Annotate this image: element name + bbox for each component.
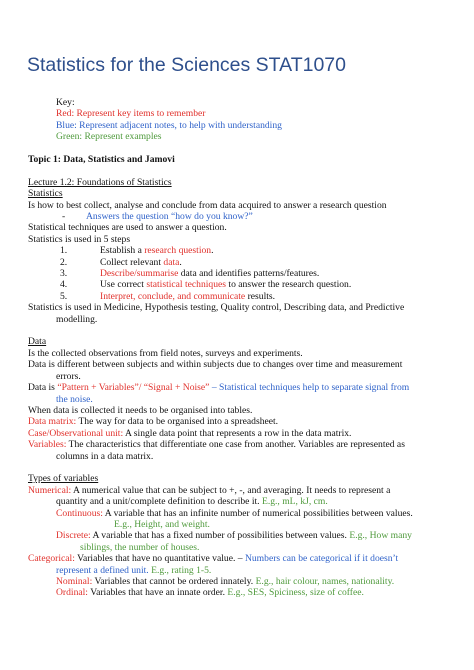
categorical-def — [28, 553, 458, 564]
step-item — [28, 279, 458, 290]
discrete-example: E.g., How many — [349, 530, 412, 542]
step-text: Use correct — [100, 279, 147, 291]
ordinal-text: Variables that have an innate order. — [87, 587, 228, 599]
step-item — [28, 291, 458, 302]
step-text-end: to answer the research question. — [226, 279, 352, 291]
key-green: Green: Represent examples — [56, 131, 162, 143]
data-matrix-def — [28, 416, 458, 427]
document-body — [28, 97, 458, 599]
numerical-def — [28, 485, 458, 496]
step-text-end: . — [211, 245, 214, 257]
step-keyword: research question — [144, 245, 212, 257]
data-line-3-text: Data is — [28, 382, 58, 394]
numerical-def-cont — [28, 496, 458, 507]
nominal-example: E.g., hair colour, names, nationality. — [255, 576, 395, 587]
nominal-text: Variables that cannot be ordered innately. — [92, 576, 256, 587]
lecture-heading: Lecture 1.2: Foundations of Statistics — [28, 176, 172, 188]
discrete-example-cont: siblings, the number of houses. — [80, 541, 200, 553]
data-matrix-text: The way for data to be organised into a spreadsheet. — [76, 416, 279, 428]
ordinal-def — [28, 587, 458, 598]
case-text: A single data point that represents a row in the data matrix. — [123, 427, 352, 439]
step-text-end: results. — [245, 290, 276, 302]
statistics-uses: Statistics is used in Medicine, Hypothesis testing, Quality control, Describing data, and Predictive — [28, 302, 405, 314]
data-matrix-term: Data matrix: — [28, 416, 77, 428]
case-def — [28, 428, 458, 439]
step-keyword: data — [163, 256, 180, 268]
step-number: 5. — [60, 290, 68, 302]
numerical-term: Numerical: — [28, 484, 72, 496]
continuous-example: E.g., Height, and weight. — [114, 518, 210, 530]
key-red: Red: Represent key items to remember — [56, 108, 206, 120]
categorical-term: Categorical: — [28, 553, 75, 565]
page-title: Statistics for the Sciences STAT1070 — [27, 54, 346, 76]
step-text: Collect relevant — [100, 256, 164, 268]
data-heading: Data — [28, 336, 47, 348]
ordinal-term: Ordinal: — [56, 587, 88, 599]
continuous-def — [28, 508, 458, 519]
data-line-3 — [28, 382, 458, 393]
data-line-2: Data is different between subjects and within subjects due to changes over time and measurement — [28, 359, 403, 371]
data-line-3-keyword: “Pattern + Variables”/ “Signal + Noise” — [57, 382, 210, 394]
step-number: 3. — [60, 268, 68, 280]
key-label: Key: — [56, 97, 75, 108]
discrete-text: A variable that has a fixed number of possibilities between values. — [90, 530, 350, 542]
case-term: Case/Observational unit: — [28, 427, 124, 439]
statistics-techniques: Statistical techniques are used to answer a question. — [28, 222, 227, 234]
topic-heading: Topic 1: Data, Statistics and Jamovi — [28, 154, 175, 166]
step-item — [28, 257, 458, 268]
dash-note-text: Answers the question “how do you know?” — [86, 211, 253, 223]
data-line-2-cont: errors. — [56, 370, 81, 382]
step-number: 2. — [60, 256, 68, 268]
numerical-text: A numerical value that can be subject to +, -, and averaging. It needs to represent a — [71, 484, 391, 496]
step-text: Establish a — [100, 245, 145, 257]
categorical-text: Variables that have no quantitative value. – — [74, 553, 245, 565]
discrete-term: Discrete: — [56, 530, 91, 542]
statistics-dash-note — [28, 211, 458, 222]
variables-term: Variables: — [28, 439, 67, 451]
continuous-term: Continuous: — [56, 507, 103, 519]
categorical-note-cont: represent a defined unit. — [56, 564, 149, 576]
data-line-3-note-cont: the noise. — [56, 393, 93, 405]
step-keyword: statistical techniques — [146, 279, 227, 291]
variables-def — [28, 439, 458, 450]
data-line-4: When data is collected it needs to be organised into tables. — [28, 404, 253, 416]
types-heading: Types of variables — [28, 473, 99, 485]
step-text-end: . — [179, 256, 182, 268]
categorical-def-cont — [28, 565, 458, 576]
steps-intro: Statistics is used in 5 steps — [28, 233, 131, 245]
step-keyword: Describe/summarise — [100, 268, 179, 280]
data-line-3-note: – Statistical techniques help to separate signal from — [209, 382, 410, 394]
categorical-note: Numbers can be categorical if it doesn’t — [244, 553, 399, 565]
step-number: 1. — [60, 245, 68, 257]
step-item — [28, 268, 458, 279]
nominal-def — [28, 576, 458, 587]
dash-marker: - — [62, 211, 66, 223]
continuous-text: A variable that has an infinite number of numerical possibilities between values. — [102, 507, 413, 519]
statistics-heading: Statistics — [28, 188, 63, 200]
step-keyword: Interpret, conclude, and communicate — [100, 290, 246, 302]
variables-text: The characteristics that differentiate one case from another. Variables are represented as — [66, 439, 405, 451]
statistics-uses-cont: modelling. — [56, 313, 98, 325]
key-blue: Blue: Represent adjacent notes, to help with understanding — [56, 119, 282, 131]
variables-def-cont: columns in a data matrix. — [56, 450, 154, 462]
step-item — [28, 245, 458, 256]
step-text-end: data and identifies patterns/features. — [178, 268, 320, 280]
ordinal-example: E.g., SES, Spiciness, size of coffee. — [227, 587, 364, 599]
data-line-1: Is the collected observations from field notes, surveys and experiments. — [28, 347, 303, 359]
step-number: 4. — [60, 279, 68, 291]
nominal-term: Nominal: — [56, 576, 93, 587]
numerical-text-cont: quantity and a unit/complete definition to describe it. — [56, 496, 262, 508]
discrete-def — [28, 530, 458, 541]
categorical-example: E.g., rating 1-5. — [148, 564, 212, 576]
numerical-example: E.g., mL, kJ, cm. — [261, 496, 328, 508]
statistics-definition: Is how to best collect, analyse and conclude from data acquired to answer a research question — [28, 199, 387, 211]
